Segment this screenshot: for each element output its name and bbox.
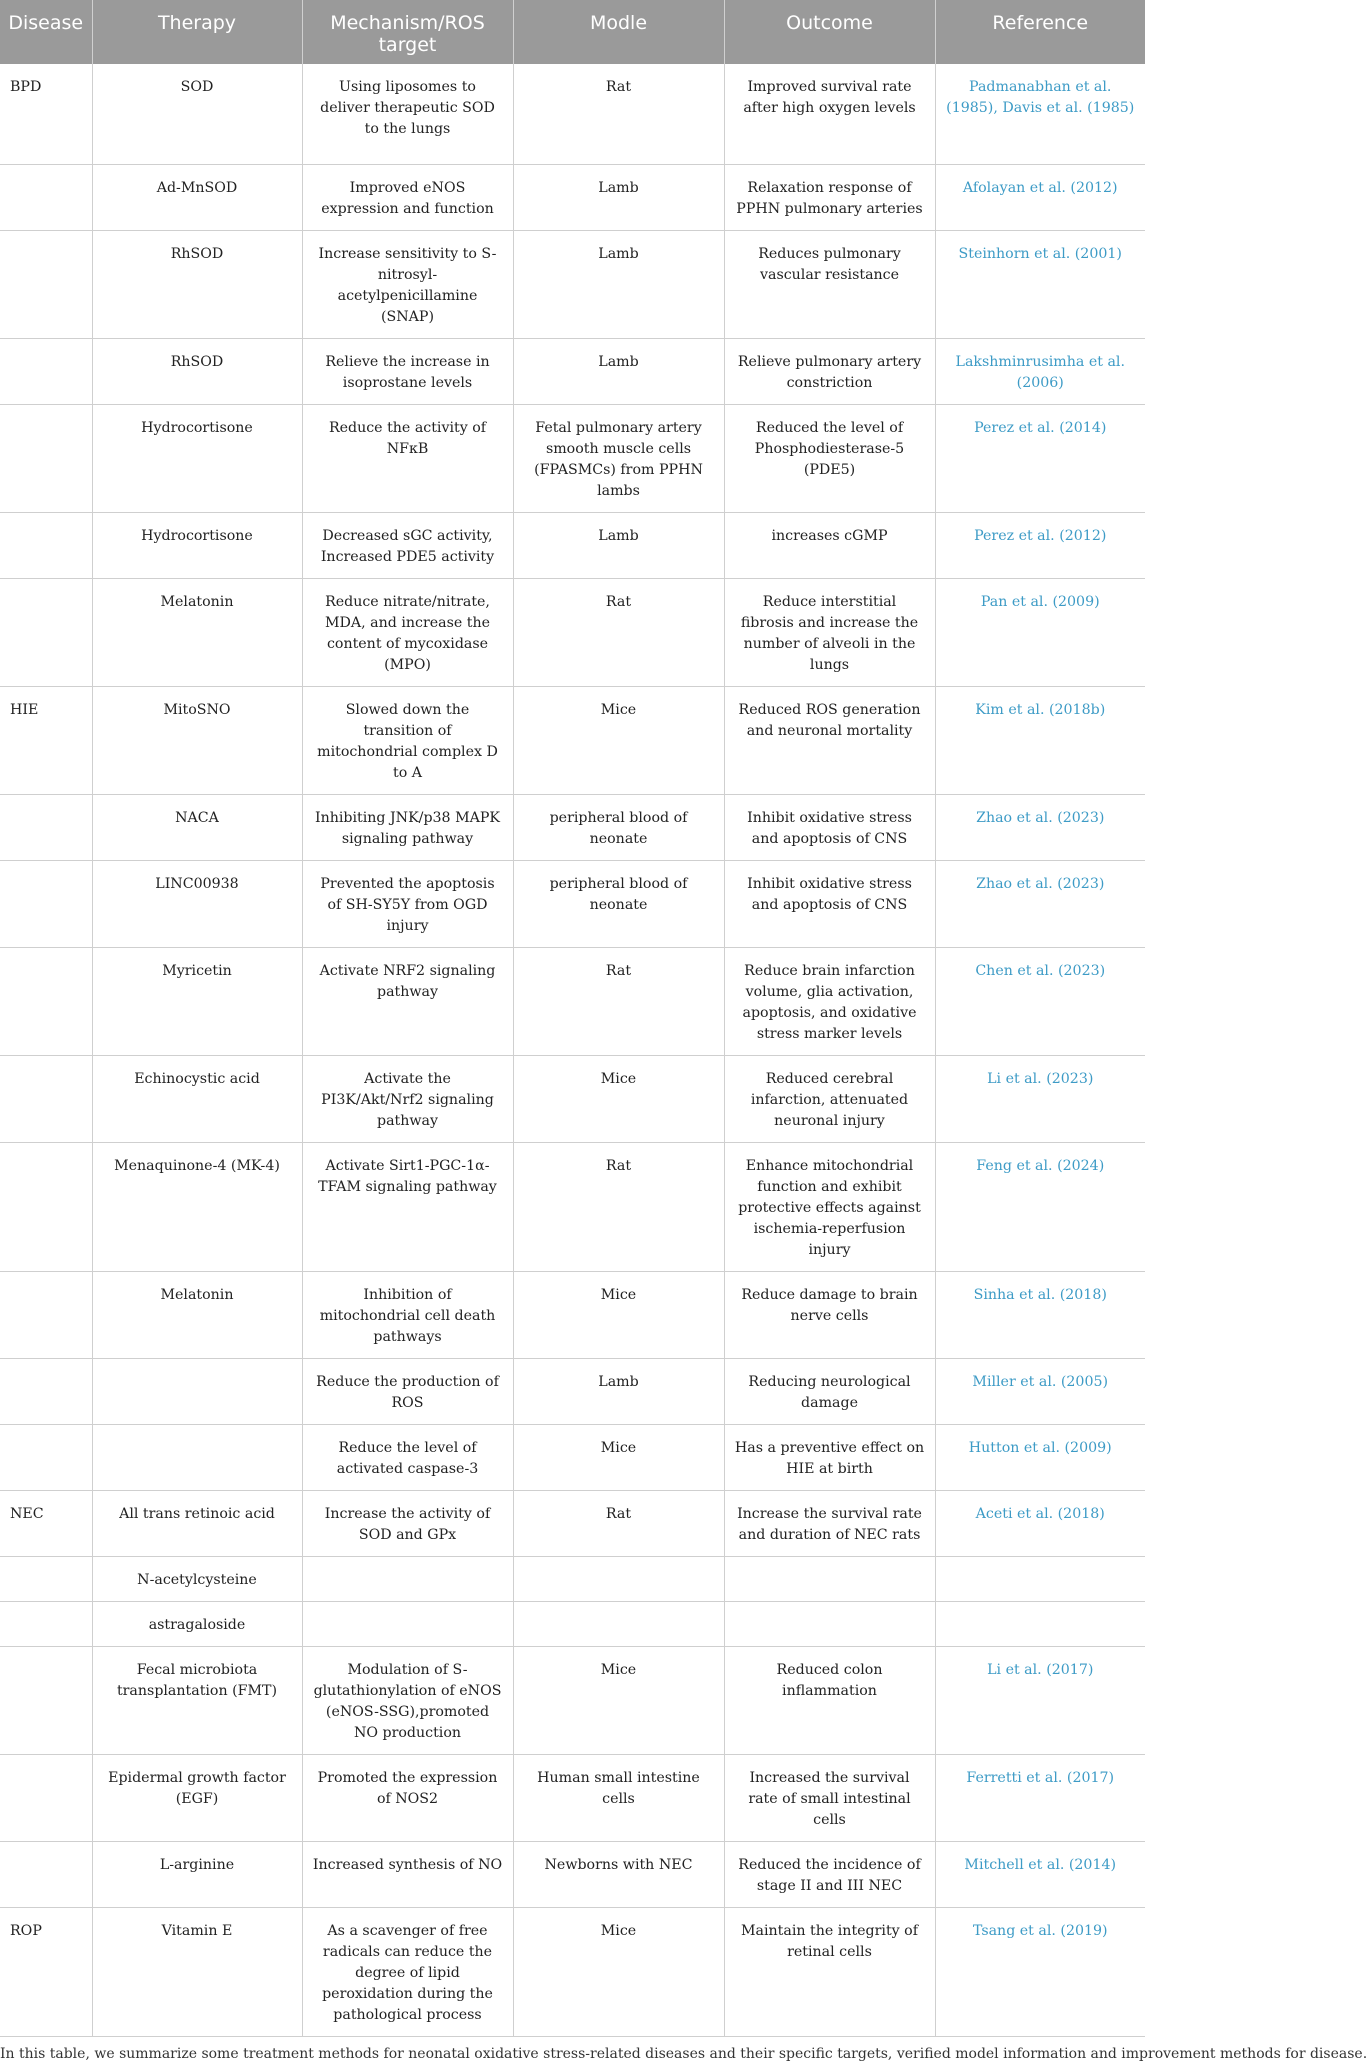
table-row — [0, 947, 1145, 1055]
cell-therapy — [92, 1424, 302, 1490]
cell-reference[interactable]: Mitchell et al. (2014) — [935, 1841, 1145, 1907]
table-row — [0, 1271, 1145, 1358]
cell-mechanism: Reduce the activity of NFκB — [302, 404, 513, 512]
cell-model: Lamb — [513, 512, 724, 578]
cell-mechanism: Improved eNOS expression and function — [302, 164, 513, 230]
header-reference: Reference — [935, 0, 1145, 64]
cell-disease — [0, 1646, 92, 1754]
cell-reference[interactable]: Zhao et al. (2023) — [935, 860, 1145, 947]
table-row — [0, 1055, 1145, 1142]
cell-disease — [0, 1601, 92, 1646]
cell-reference[interactable]: Zhao et al. (2023) — [935, 794, 1145, 860]
cell-mechanism: Increased synthesis of NO — [302, 1841, 513, 1907]
cell-mechanism: Using liposomes to deliver therapeutic SOD to the lungs — [302, 64, 513, 164]
table-row — [0, 1358, 1145, 1424]
cell-model: Rat — [513, 1142, 724, 1271]
cell-disease — [0, 794, 92, 860]
cell-disease — [0, 947, 92, 1055]
cell-model: Lamb — [513, 230, 724, 338]
cell-therapy: astragaloside — [92, 1601, 302, 1646]
header-mechanism: Mechanism/ROS target — [302, 0, 513, 64]
cell-outcome: Reduces pulmonary vascular resistance — [724, 230, 935, 338]
table-row — [0, 686, 1145, 794]
cell-outcome: Increased the survival rate of small intestinal cells — [724, 1754, 935, 1841]
cell-mechanism: Reduce nitrate/nitrate, MDA, and increase the content of mycoxidase (MPO) — [302, 578, 513, 686]
cell-disease — [0, 1754, 92, 1841]
table-row — [0, 1754, 1145, 1841]
cell-mechanism: Decreased sGC activity, Increased PDE5 activity — [302, 512, 513, 578]
cell-reference[interactable]: Perez et al. (2014) — [935, 404, 1145, 512]
cell-disease — [0, 1358, 92, 1424]
table-row — [0, 404, 1145, 512]
cell-outcome: Reducing neurological damage — [724, 1358, 935, 1424]
table-row — [0, 1646, 1145, 1754]
cell-outcome: Reduced ROS generation and neuronal mortality — [724, 686, 935, 794]
cell-therapy: NACA — [92, 794, 302, 860]
cell-model: Newborns with NEC — [513, 1841, 724, 1907]
cell-outcome: Reduced colon inflammation — [724, 1646, 935, 1754]
header-model: Modle — [513, 0, 724, 64]
cell-reference[interactable]: Perez et al. (2012) — [935, 512, 1145, 578]
cell-model: Lamb — [513, 338, 724, 404]
cell-outcome: Maintain the integrity of retinal cells — [724, 1907, 935, 2036]
cell-therapy: Menaquinone-4 (MK-4) — [92, 1142, 302, 1271]
table-row — [0, 578, 1145, 686]
cell-reference[interactable]: Lakshminrusimha et al. (2006) — [935, 338, 1145, 404]
table-row — [0, 338, 1145, 404]
cell-model: Mice — [513, 1646, 724, 1754]
table-row — [0, 164, 1145, 230]
cell-model: Mice — [513, 1907, 724, 2036]
cell-mechanism — [302, 1556, 513, 1601]
table-footnote: In this table, we summarize some treatment methods for neonatal oxidative stress-related diseases and their specific targets, verified model information and improvement methods for disease. — [0, 2045, 1367, 2062]
cell-outcome: Improved survival rate after high oxygen levels — [724, 64, 935, 164]
cell-model: Rat — [513, 1490, 724, 1556]
table-row — [0, 1601, 1145, 1646]
cell-outcome: Reduce brain infarction volume, glia activation, apoptosis, and oxidative stress marker levels — [724, 947, 935, 1055]
cell-outcome: Reduced cerebral infarction, attenuated neuronal injury — [724, 1055, 935, 1142]
table-row — [0, 1556, 1145, 1601]
cell-reference[interactable]: Padmanabhan et al. (1985), Davis et al. (1985) — [935, 64, 1145, 164]
cell-mechanism: Inhibition of mitochondrial cell death pathways — [302, 1271, 513, 1358]
table-row — [0, 1841, 1145, 1907]
cell-mechanism: As a scavenger of free radicals can reduce the degree of lipid peroxidation during the pathological process — [302, 1907, 513, 2036]
cell-mechanism: Relieve the increase in isoprostane levels — [302, 338, 513, 404]
cell-model: Mice — [513, 1271, 724, 1358]
cell-therapy: Fecal microbiota transplantation (FMT) — [92, 1646, 302, 1754]
cell-disease — [0, 860, 92, 947]
cell-disease — [0, 404, 92, 512]
cell-reference[interactable]: Kim et al. (2018b) — [935, 686, 1145, 794]
table-row — [0, 1142, 1145, 1271]
header-disease: Disease — [0, 0, 92, 64]
cell-therapy: RhSOD — [92, 230, 302, 338]
table-row — [0, 512, 1145, 578]
table-row — [0, 1490, 1145, 1556]
cell-reference[interactable]: Li et al. (2023) — [935, 1055, 1145, 1142]
cell-mechanism: Activate the PI3K/Akt/Nrf2 signaling pathway — [302, 1055, 513, 1142]
cell-mechanism — [302, 1601, 513, 1646]
cell-therapy: Melatonin — [92, 578, 302, 686]
cell-mechanism: Activate NRF2 signaling pathway — [302, 947, 513, 1055]
cell-therapy: Myricetin — [92, 947, 302, 1055]
cell-model: Lamb — [513, 1358, 724, 1424]
cell-therapy: Echinocystic acid — [92, 1055, 302, 1142]
cell-mechanism: Increase the activity of SOD and GPx — [302, 1490, 513, 1556]
cell-disease — [0, 1556, 92, 1601]
cell-outcome: Has a preventive effect on HIE at birth — [724, 1424, 935, 1490]
cell-outcome: Reduced the level of Phosphodiesterase-5 (PDE5) — [724, 404, 935, 512]
cell-disease — [0, 338, 92, 404]
cell-therapy: Hydrocortisone — [92, 512, 302, 578]
cell-therapy: Ad-MnSOD — [92, 164, 302, 230]
cell-model: Fetal pulmonary artery smooth muscle cells (FPASMCs) from PPHN lambs — [513, 404, 724, 512]
table-row — [0, 794, 1145, 860]
cell-mechanism: Slowed down the transition of mitochondrial complex D to A — [302, 686, 513, 794]
cell-model: Rat — [513, 578, 724, 686]
cell-outcome: increases cGMP — [724, 512, 935, 578]
header-outcome: Outcome — [724, 0, 935, 64]
cell-outcome: Relaxation response of PPHN pulmonary arteries — [724, 164, 935, 230]
table-header-row — [0, 0, 1145, 64]
cell-reference[interactable] — [935, 1556, 1145, 1601]
cell-reference[interactable]: Tsang et al. (2019) — [935, 1907, 1145, 2036]
cell-therapy: Hydrocortisone — [92, 404, 302, 512]
header-therapy: Therapy — [92, 0, 302, 64]
cell-mechanism: Modulation of S-glutathionylation of eNOS (eNOS-SSG),promoted NO production — [302, 1646, 513, 1754]
cell-model: Rat — [513, 64, 724, 164]
cell-model: Mice — [513, 1055, 724, 1142]
cell-therapy: L-arginine — [92, 1841, 302, 1907]
cell-disease — [0, 230, 92, 338]
cell-outcome — [724, 1556, 935, 1601]
cell-disease — [0, 1055, 92, 1142]
cell-disease — [0, 578, 92, 686]
cell-reference[interactable]: Chen et al. (2023) — [935, 947, 1145, 1055]
cell-model: peripheral blood of neonate — [513, 794, 724, 860]
cell-outcome: Relieve pulmonary artery constriction — [724, 338, 935, 404]
cell-model: Rat — [513, 947, 724, 1055]
cell-model: Mice — [513, 1424, 724, 1490]
cell-mechanism: Promoted the expression of NOS2 — [302, 1754, 513, 1841]
cell-therapy: Epidermal growth factor (EGF) — [92, 1754, 302, 1841]
cell-therapy: All trans retinoic acid — [92, 1490, 302, 1556]
cell-outcome: Increase the survival rate and duration of NEC rats — [724, 1490, 935, 1556]
cell-therapy: Melatonin — [92, 1271, 302, 1358]
cell-reference[interactable]: Li et al. (2017) — [935, 1646, 1145, 1754]
cell-model: Mice — [513, 686, 724, 794]
cell-disease — [0, 1841, 92, 1907]
cell-therapy: RhSOD — [92, 338, 302, 404]
cell-reference[interactable]: Hutton et al. (2009) — [935, 1424, 1145, 1490]
cell-disease — [0, 164, 92, 230]
cell-reference[interactable]: Afolayan et al. (2012) — [935, 164, 1145, 230]
table-row — [0, 64, 1145, 164]
cell-disease — [0, 1424, 92, 1490]
cell-mechanism: Reduce the level of activated caspase-3 — [302, 1424, 513, 1490]
cell-reference[interactable]: Pan et al. (2009) — [935, 578, 1145, 686]
cell-therapy: MitoSNO — [92, 686, 302, 794]
table-row — [0, 1907, 1145, 2036]
cell-disease — [0, 1271, 92, 1358]
cell-disease — [0, 1142, 92, 1271]
cell-reference[interactable]: Feng et al. (2024) — [935, 1142, 1145, 1271]
cell-model — [513, 1601, 724, 1646]
cell-reference[interactable] — [935, 1601, 1145, 1646]
cell-mechanism: Increase sensitivity to S-nitrosyl-acetylpenicillamine (SNAP) — [302, 230, 513, 338]
cell-disease: HIE — [0, 686, 92, 794]
cell-outcome: Reduced the incidence of stage II and III NEC — [724, 1841, 935, 1907]
cell-therapy — [92, 1358, 302, 1424]
table-row — [0, 1424, 1145, 1490]
cell-model: Human small intestine cells — [513, 1754, 724, 1841]
cell-reference[interactable]: Sinha et al. (2018) — [935, 1271, 1145, 1358]
cell-therapy: SOD — [92, 64, 302, 164]
table-row — [0, 860, 1145, 947]
cell-model: Lamb — [513, 164, 724, 230]
cell-mechanism: Activate Sirt1-PGC-1α-TFAM signaling pathway — [302, 1142, 513, 1271]
cell-outcome: Reduce interstitial fibrosis and increase the number of alveoli in the lungs — [724, 578, 935, 686]
cell-model: peripheral blood of neonate — [513, 860, 724, 947]
cell-reference[interactable]: Ferretti et al. (2017) — [935, 1754, 1145, 1841]
cell-reference[interactable]: Steinhorn et al. (2001) — [935, 230, 1145, 338]
cell-mechanism: Inhibiting JNK/p38 MAPK signaling pathway — [302, 794, 513, 860]
cell-reference[interactable]: Aceti et al. (2018) — [935, 1490, 1145, 1556]
table-row — [0, 230, 1145, 338]
cell-disease: ROP — [0, 1907, 92, 2036]
cell-disease: BPD — [0, 64, 92, 164]
cell-reference[interactable]: Miller et al. (2005) — [935, 1358, 1145, 1424]
cell-outcome: Inhibit oxidative stress and apoptosis of CNS — [724, 794, 935, 860]
cell-therapy: LINC00938 — [92, 860, 302, 947]
cell-model — [513, 1556, 724, 1601]
cell-therapy: Vitamin E — [92, 1907, 302, 2036]
cell-outcome: Inhibit oxidative stress and apoptosis of CNS — [724, 860, 935, 947]
cell-disease: NEC — [0, 1490, 92, 1556]
cell-outcome: Reduce damage to brain nerve cells — [724, 1271, 935, 1358]
cell-mechanism: Prevented the apoptosis of SH-SY5Y from OGD injury — [302, 860, 513, 947]
cell-therapy: N-acetylcysteine — [92, 1556, 302, 1601]
cell-outcome — [724, 1601, 935, 1646]
cell-mechanism: Reduce the production of ROS — [302, 1358, 513, 1424]
cell-outcome: Enhance mitochondrial function and exhibit protective effects against ischemia-reperfusion injury — [724, 1142, 935, 1271]
cell-disease — [0, 512, 92, 578]
